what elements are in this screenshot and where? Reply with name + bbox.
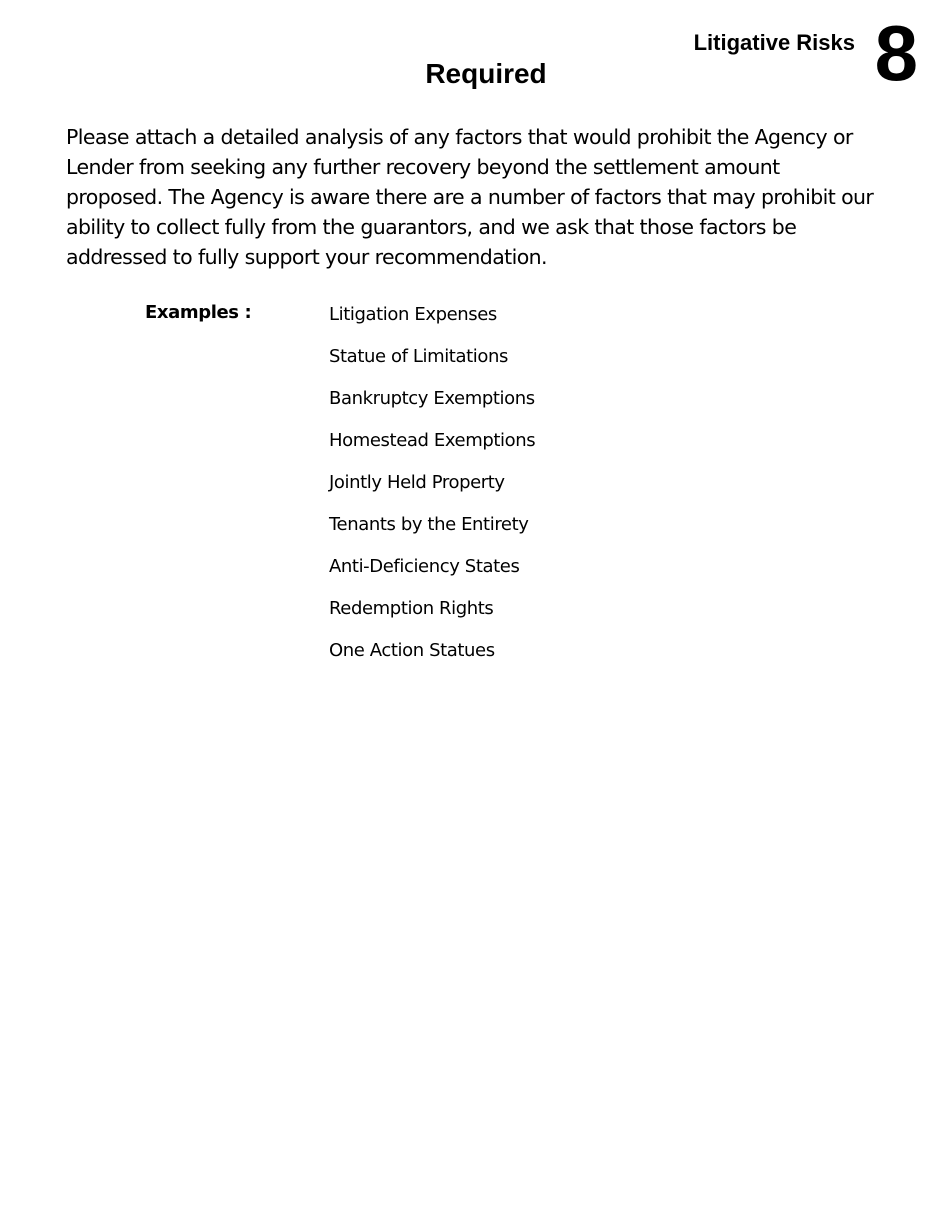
example-item: Litigation Expenses — [329, 304, 497, 325]
examples-list — [329, 302, 535, 680]
example-item: Homestead Exemptions — [329, 430, 536, 451]
example-item: Redemption Rights — [329, 598, 494, 619]
example-item: Anti-Deficiency States — [329, 556, 520, 577]
example-item: Bankruptcy Exemptions — [329, 388, 535, 409]
example-item: Tenants by the Entirety — [329, 514, 529, 535]
section-number: 8 — [874, 9, 918, 97]
example-item: One Action Statues — [329, 640, 495, 661]
examples-label: Examples : — [145, 302, 252, 323]
section-title: Litigative Risks — [693, 30, 855, 55]
example-item: Statue of Limitations — [329, 346, 508, 367]
page-heading: Required — [425, 58, 547, 89]
instructions-paragraph: Please attach a detailed analysis of any factors that would prohibit the Agency or Lender from seeking any further recovery beyond the settlement amount proposed. The Agency is aware there are a number of factors that may prohibit our ability to collect fully from the guarantors, and we ask that those factors be addressed to fully support your recommendation. — [66, 125, 874, 269]
example-item: Jointly Held Property — [329, 472, 505, 493]
